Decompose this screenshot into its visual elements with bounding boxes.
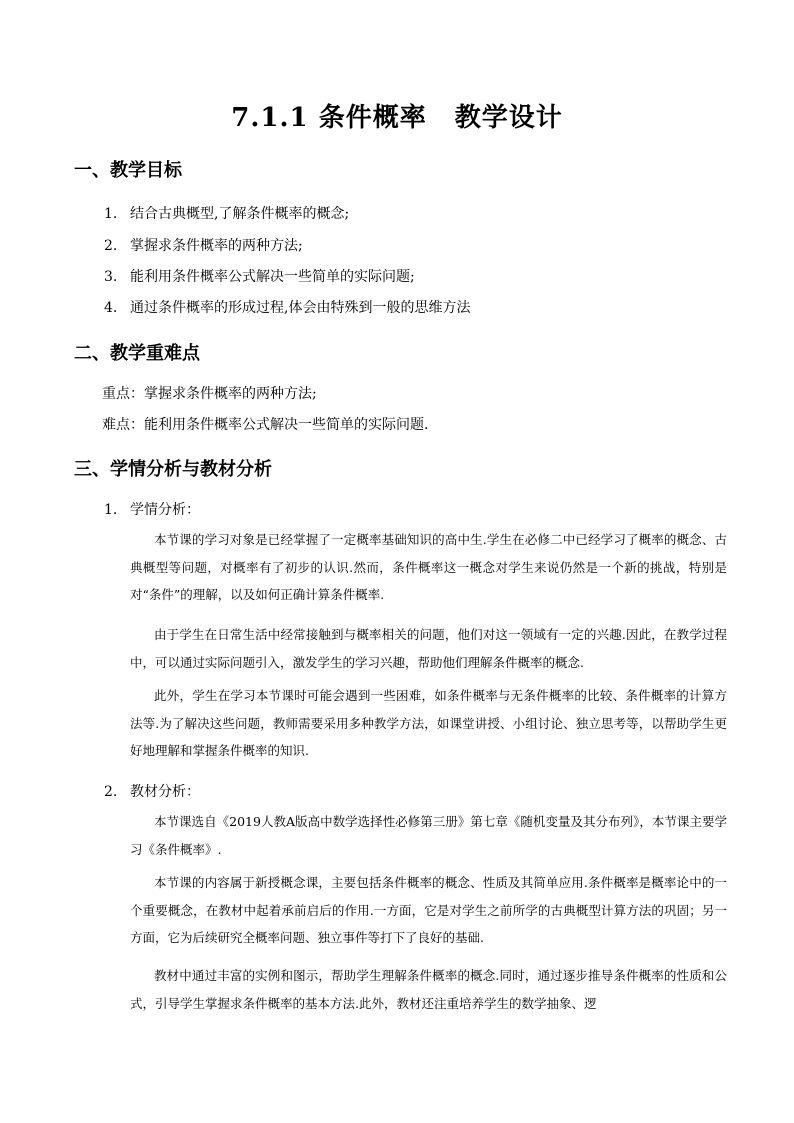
paragraph: 由于学生在日常生活中经常接触到与概率相关的问题，他们对这一领域有一定的兴趣.因此，在教学过程中，可以通过实际问题引入，激发学生的学习兴趣，帮助他们理解条件概率的概念. [130, 627, 727, 670]
key-point-text: 重点：掌握求条件概率的两种方法; [102, 386, 317, 402]
section-heading-key-points: 二、教学重难点 [74, 343, 200, 364]
list-number: 4. [104, 300, 118, 316]
paragraph: 本节课选自《2019人教A版高中数学选择性必修第三册》第七章《随机变量及其分布列》，本节课主要学习《条件概率》. [130, 814, 727, 857]
title-sub: 教学设计 [454, 103, 563, 133]
list-number: 2. [104, 784, 118, 800]
list-number: 3. [104, 269, 118, 285]
list-item [104, 203, 349, 223]
list-text: 能利用条件概率公式解决一些简单的实际问题; [130, 269, 415, 285]
list-item [104, 266, 415, 286]
paragraph: 本节课的内容属于新授概念课，主要包括条件概率的概念、性质及其简单应用.条件概率是概率论中的一个重要概念，在教材中起着承前启后的作用.一方面，它是对学生之前所学的古典概型计算方法的巩固；另一方面，它为后续研究全概率问题、独立事件等打下了良好的基础. [130, 875, 727, 945]
title-main: 7.1.1 条件概率 [231, 103, 427, 133]
list-text: 掌握求条件概率的两种方法; [130, 238, 303, 254]
list-text: 结合古典概型,了解条件概率的概念; [130, 206, 350, 222]
list-number: 1. [104, 502, 118, 518]
paragraph: 此外，学生在学习本节课时可能会遇到一些困难，如条件概率与无条件概率的比较、条件概率的计算方法等.为了解决这些问题，教师需要采用多种教学方法，如课堂讲授、小组讨论、独立思考等，以帮助学生更好地理解和掌握条件概率的知识. [130, 688, 727, 758]
list-item [104, 235, 303, 255]
list-number: 2. [104, 238, 118, 254]
difficulty-text: 难点：能利用条件概率公式解决一些简单的实际问题. [102, 417, 429, 433]
subsection-label: 教材分析： [130, 784, 200, 800]
page-title [0, 97, 794, 134]
subsection-label: 学情分析： [130, 502, 200, 518]
paragraph: 本节课的学习对象是已经掌握了一定概率基础知识的高中生.学生在必修二中已经学习了概率的概念、古典概型等问题，对概率有了初步的认识.然而，条件概率这一概念对学生来说仍然是一个新的挑战，特别是对“条件”的理解，以及如何正确计算条件概率. [130, 532, 727, 602]
list-number: 1. [104, 206, 118, 222]
subsection-student-analysis [104, 499, 200, 519]
section-heading-analysis: 三、学情分析与教材分析 [74, 459, 272, 480]
section-heading-objectives: 一、教学目标 [74, 160, 182, 181]
list-text: 通过条件概率的形成过程,体会由特殊到一般的思维方法 [130, 300, 471, 316]
paragraph: 教材中通过丰富的实例和图示，帮助学生理解条件概率的概念.同时，通过逐步推导条件概率的性质和公式，引导学生掌握求条件概率的基本方法.此外，教材还注重培养学生的数学抽象、逻 [130, 968, 727, 1011]
subsection-textbook-analysis [104, 781, 200, 801]
list-item [104, 297, 470, 317]
